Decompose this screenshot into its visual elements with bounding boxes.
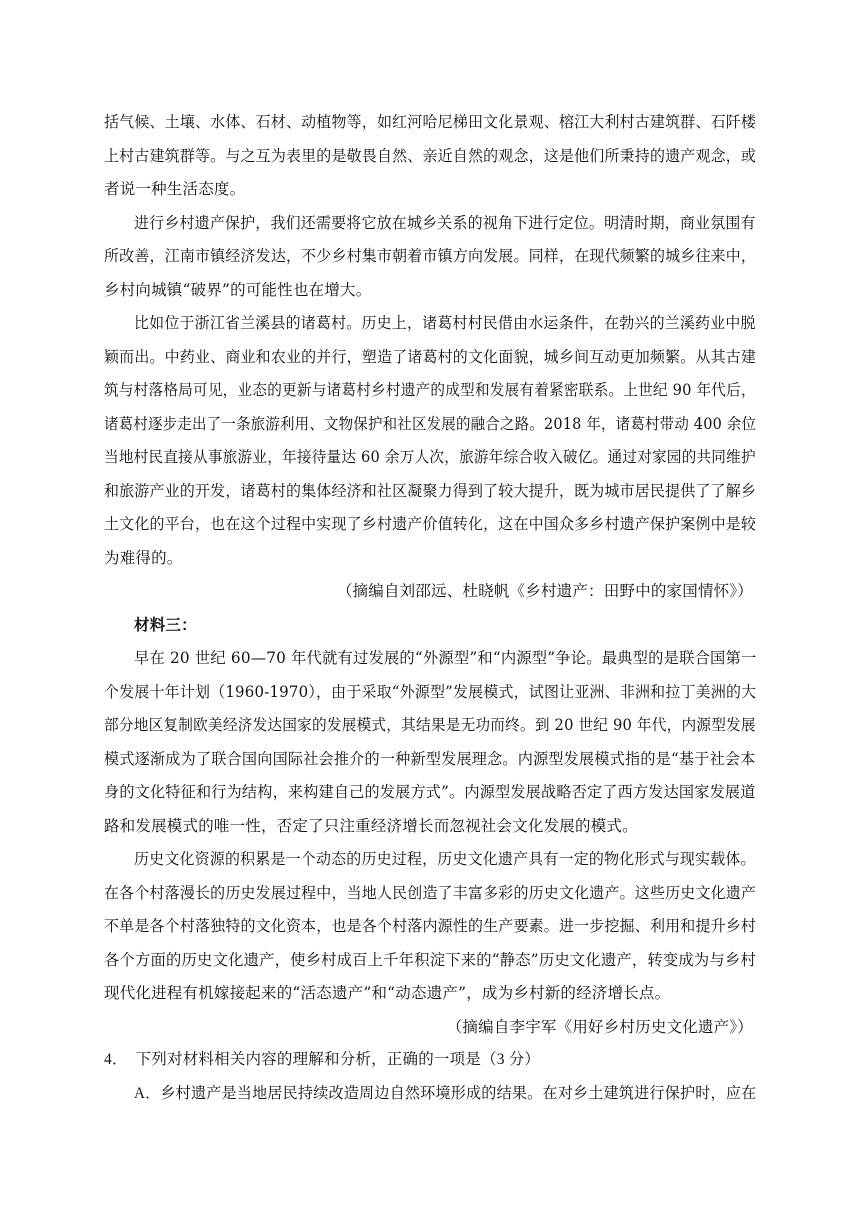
- paragraph-line: 括气候、土壤、水体、石材、动植物等，如红河哈尼梯田文化景观、榕江大利村古建筑群、石阡楼: [104, 113, 757, 131]
- option-a: A．乡村遗产是当地居民持续改造周边自然环境形成的结果。在对乡土建筑进行保护时，应在: [134, 1085, 757, 1102]
- paragraph-line: 历史文化资源的积累是一个动态的历史过程，历史文化遗产具有一定的物化形式与现实载体。: [134, 850, 756, 868]
- source-citation: （摘编自刘邵远、杜晓帆《乡村遗产：田野中的家国情怀》）: [336, 582, 753, 600]
- paragraph-line: 模式逐渐成为了联合国向国际社会推介的一种新型发展理念。内源型发展模式指的是“基于社会本: [104, 750, 756, 768]
- paragraph-line: 诸葛村逐步走出了一条旅游利用、文物保护和社区发展的融合之路。2018 年，诸葛村带动 400 余位: [104, 415, 757, 433]
- paragraph-line: 土文化的平台，也在这个过程中实现了乡村遗产价值转化，这在中国众多乡村遗产保护案例中是较: [104, 515, 757, 533]
- paragraph-line: 部分地区复制欧美经济发达国家的发展模式，其结果是无功而终。到 20 世纪 90 年代，内源型发展: [104, 716, 756, 734]
- paragraph-line: 颖而出。中药业、商业和农业的并行，塑造了诸葛村的文化面貌，城乡间互动更加频繁。从其古建: [104, 348, 757, 366]
- paragraph-line: 所改善，江南市镇经济发达，不少乡村集市朝着市镇方向发展。同样，在现代频繁的城乡往来中，: [104, 247, 757, 265]
- paragraph-line: 者说一种生活态度。: [104, 180, 246, 198]
- paragraph-line: 个发展十年计划（1960-1970），由于采取“外源型”发展模式，试图让亚洲、非洲和拉丁美洲的大: [104, 683, 757, 701]
- paragraph-line: 身的文化特征和行为结构，来构建自己的发展方式”。内源型发展战略否定了西方发达国家发展道: [104, 783, 756, 801]
- paragraph-line: 现代化进程有机嫁接起来的“活态遗产”和“动态遗产”，成为乡村新的经济增长点。: [104, 984, 671, 1002]
- paragraph-line: 当地村民直接从事旅游业，年接待量达 60 余万人次，旅游年综合收入破亿。通过对家园的共同维护: [104, 448, 756, 466]
- paragraph-line: 和旅游产业的开发，诸葛村的集体经济和社区凝聚力得到了较大提升，既为城市居民提供了了解乡: [104, 482, 757, 500]
- paragraph-line: 上村古建筑群等。与之互为表里的是敬畏自然、亲近自然的观念，这是他们所秉持的遗产观念，或: [104, 147, 757, 165]
- paragraph-line: 比如位于浙江省兰溪县的诸葛村。历史上，诸葛村村民借由水运条件，在勃兴的兰溪药业中脱: [134, 314, 756, 332]
- source-citation: （摘编自李宇军《用好乡村历史文化遗产》）: [446, 1018, 753, 1036]
- paragraph-line: 路和发展模式的唯一性，否定了只注重经济增长而忽视社会文化发展的模式。: [104, 817, 638, 835]
- question-stem: 4． 下列对材料相关内容的理解和分析，正确的一项是（3 分）: [104, 1051, 541, 1068]
- paragraph-line: 筑与村落格局可见，业态的更新与诸葛村乡村遗产的成型和发展有着紧密联系。上世纪 90 年代后，: [104, 381, 756, 399]
- paragraph-line: 乡村向城镇“破界”的可能性也在增大。: [104, 281, 372, 299]
- paragraph-line: 早在 20 世纪 60—70 年代就有过发展的“外源型”和“内源型”争论。最典型的是联合国第一: [134, 649, 757, 667]
- paragraph-line: 为难得的。: [104, 549, 183, 567]
- paragraph-line: 进行乡村遗产保护，我们还需要将它放在城乡关系的视角下进行定位。明清时期，商业氛围有: [134, 214, 756, 232]
- paragraph-line: 不单是各个村落独特的文化资本，也是各个村落内源性的生产要素。进一步挖掘、利用和提升乡村: [104, 917, 757, 935]
- paragraph-line: 在各个村落漫长的历史发展过程中，当地人民创造了丰富多彩的历史文化遗产。这些历史文化遗产: [104, 884, 757, 902]
- section-heading: 材料三：: [134, 615, 197, 634]
- paragraph-line: 各个方面的历史文化遗产，使乡村成百上千年积淀下来的“静态”历史文化遗产，转变成为与乡村: [104, 951, 756, 969]
